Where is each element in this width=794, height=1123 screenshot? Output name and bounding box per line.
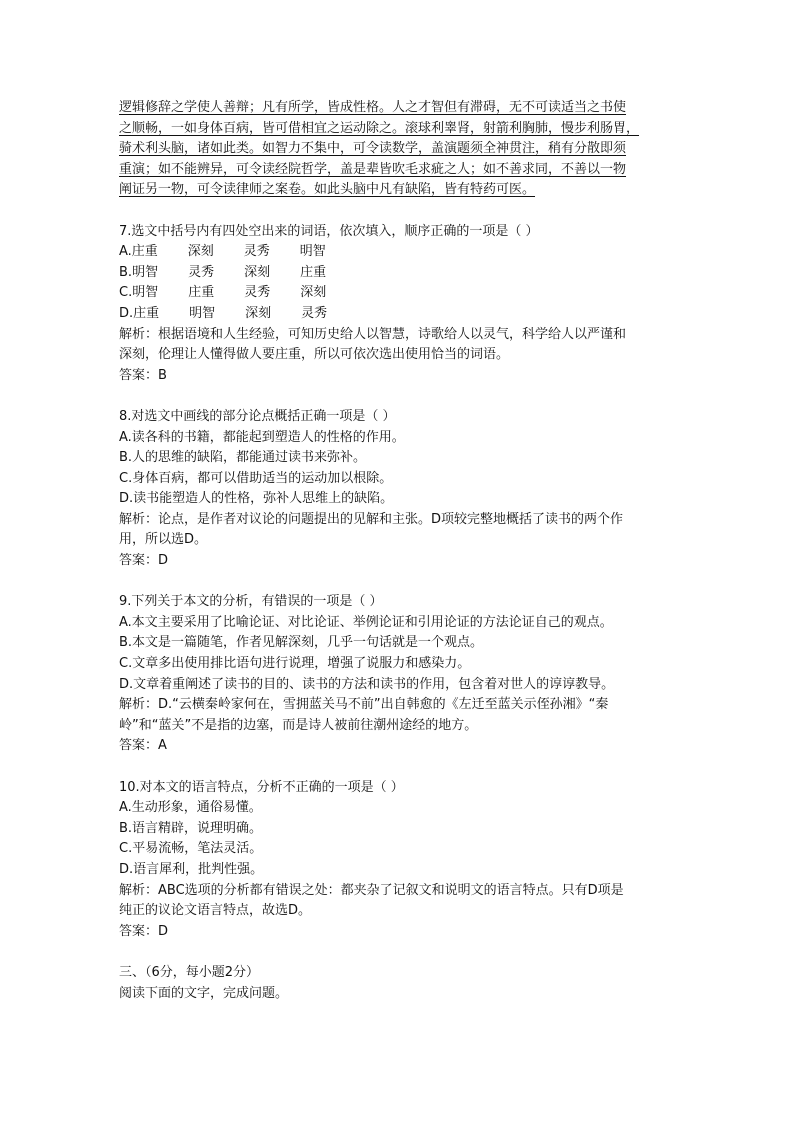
option-a: A.本文主要采用了比喻论证、对比论证、举例论证和引用论证的方法论证自己的观点。 <box>119 614 613 630</box>
answer-text: 答案：D <box>119 923 169 939</box>
analysis-text: 纯正的议论文语言特点，故选D。 <box>119 903 312 919</box>
option-word: 明智 <box>299 244 326 260</box>
option-a: A.读各科的书籍，都能起到塑造人的性格的作用。 <box>119 429 405 445</box>
option-word: 深刻 <box>245 305 272 321</box>
option-word: 庄重 <box>131 244 158 260</box>
option-word: 灵秀 <box>243 244 270 260</box>
document-page <box>119 98 679 1004</box>
question-8 <box>119 407 679 572</box>
passage-line: 骑术利头脑，诸如此类。如智力不集中，可令读数学，盖演题须全神贯注，稍有分散即须 <box>119 141 627 157</box>
option-word: 深刻 <box>187 244 214 260</box>
option-label: B. <box>119 264 133 280</box>
option-word: 庄重 <box>133 305 160 321</box>
option-c: C.文章多出使用排比语句进行说理，增强了说服力和感染力。 <box>119 656 471 672</box>
option-word: 灵秀 <box>244 285 271 301</box>
option-c: C.身体百病，都可以借助适当的运动加以根除。 <box>119 470 393 486</box>
option-word: 明智 <box>132 285 159 301</box>
option-b: B.人的思维的缺陷，都能通过读书来弥补。 <box>119 450 367 466</box>
section-heading: 三、（6分，每小题2分） <box>119 964 260 980</box>
passage-line: 重演；如不能辨异，可令读经院哲学，盖是辈皆吹毛求疵之人；如不善求同，不善以一物 <box>119 161 627 177</box>
analysis-text: 解析：根据语境和人生经验，可知历史给人以智慧，诗歌给人以灵气，科学给人以严谨和 <box>119 326 627 342</box>
option-d <box>119 304 679 325</box>
question-stem: 10.对本文的语言特点，分析不正确的一项是（ ） <box>119 779 404 795</box>
question-7 <box>119 222 679 387</box>
analysis-text: 解析：论点，是作者对议论的问题提出的见解和主张。D项较完整地概括了读书的两个作 <box>119 511 624 527</box>
question-stem: 9.下列关于本文的分析，有错误的一项是（ ） <box>119 594 383 610</box>
question-stem: 8.对选文中画线的部分论点概括正确一项是（ ） <box>119 408 396 424</box>
option-d: D.读书能塑造人的性格，弥补人思维上的缺陷。 <box>119 491 394 507</box>
option-c: C.平易流畅，笔法灵活。 <box>119 841 263 857</box>
option-a <box>119 242 679 263</box>
option-word: 深刻 <box>244 264 271 280</box>
passage-line: 逻辑修辞之学使人善辩；凡有所学，皆成性格。人之才智但有滞碍，无不可读适当之书使 <box>119 100 627 115</box>
option-b: B.语言精辟，说理明确。 <box>119 820 263 836</box>
section-instruction: 阅读下面的文字，完成问题。 <box>119 985 289 1001</box>
option-label: D. <box>119 305 134 321</box>
answer-text: 答案：A <box>119 738 167 754</box>
answer-text: 答案：B <box>119 367 167 383</box>
passage-line: 之顺畅，一如身体百病，皆可借相宜之运动除之。滚球利睾肾，射箭利胸肺，慢步利肠胃， <box>119 120 640 136</box>
option-word: 明智 <box>189 305 216 321</box>
passage-line: 阐证另一物，可令读律师之案卷。如此头脑中凡有缺陷，皆有特药可医。 <box>119 182 536 198</box>
analysis-text: 岭”和“蓝关”不是指的边塞，而是诗人被前往潮州途经的地方。 <box>119 717 478 733</box>
question-10 <box>119 778 679 943</box>
analysis-text: 用，所以选D。 <box>119 532 208 548</box>
option-label: C. <box>119 285 133 301</box>
question-stem: 7.选文中括号内有四处空出来的词语，依次填入，顺序正确的一项是（ ） <box>119 223 539 239</box>
option-word: 明智 <box>132 264 159 280</box>
question-9 <box>119 592 679 757</box>
option-word: 灵秀 <box>301 305 328 321</box>
analysis-text: 深刻，伦理让人懂得做人要庄重，所以可依次选出使用恰当的词语。 <box>119 347 510 363</box>
analysis-text: 解析：ABC选项的分析都有错误之处：都夹杂了记叙文和说明文的语言特点。只有D项是 <box>119 882 624 898</box>
analysis-text: 解析：D.“云横秦岭家何在，雪拥蓝关马不前”出自韩愈的《左迁至蓝关示侄孙湘》“秦 <box>119 697 609 713</box>
option-word: 庄重 <box>300 264 327 280</box>
option-d: D.文章着重阐述了读书的目的、读书的方法和读书的作用，包含着对世人的谆谆教导。 <box>119 676 615 692</box>
option-word: 灵秀 <box>188 264 215 280</box>
option-word: 庄重 <box>188 285 215 301</box>
option-c <box>119 283 679 304</box>
answer-text: 答案：D <box>119 553 169 569</box>
passage-excerpt <box>119 98 679 201</box>
option-b <box>119 263 679 284</box>
option-b: B.本文是一篇随笔，作者见解深刻，几乎一句话就是一个观点。 <box>119 635 484 651</box>
option-label: A. <box>119 244 132 260</box>
section-3 <box>119 963 679 1004</box>
option-d: D.语言犀利，批判性强。 <box>119 861 264 877</box>
option-a: A.生动形象，通俗易懂。 <box>119 800 262 816</box>
option-word: 深刻 <box>300 285 327 301</box>
